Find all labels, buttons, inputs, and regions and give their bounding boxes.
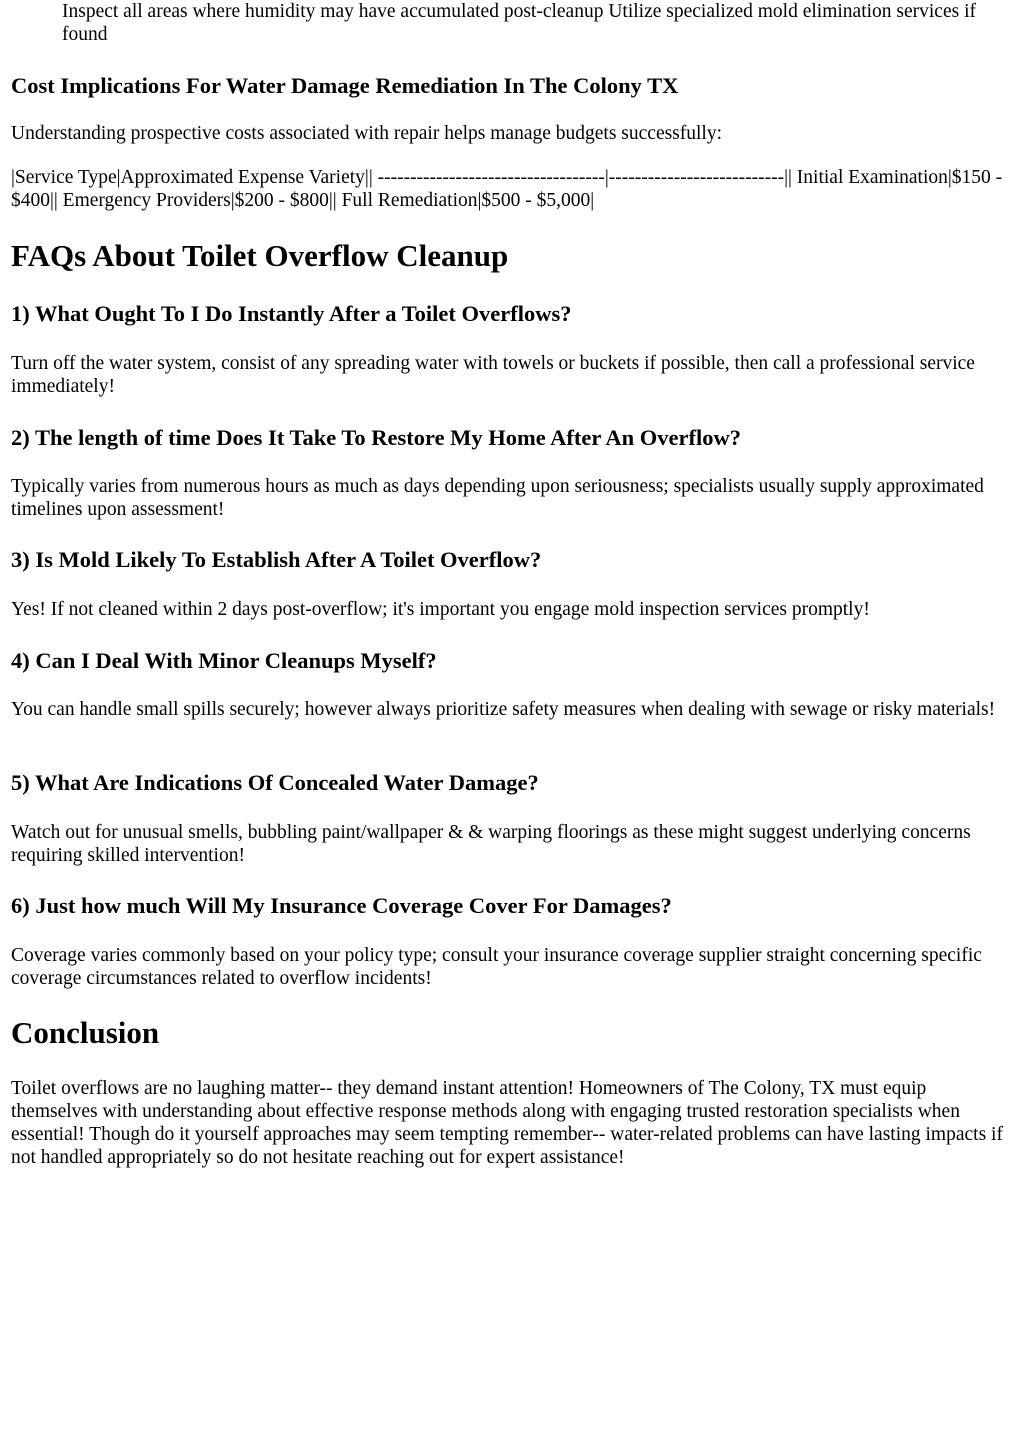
cost-table-text: |Service Type|Approximated Expense Variety|| -----------------------------------|---------------------------|| Initial Examination|$150 - $400|| Emergency Providers|$200 - $800|| Full Remediation|$500 - $5,000| — [11, 167, 1003, 211]
faq-answer-5: Watch out for unusual smells, bubbling paint/wallpaper & & warping floorings as these might suggest underlying concerns requiring skilled intervention! — [11, 822, 971, 866]
faq-question-2: 2) The length of time Does It Take To Restore My Home After An Overflow? — [11, 425, 741, 450]
list-item — [11, 0, 1016, 46]
cost-section-intro: Understanding prospective costs associated with repair helps manage budgets successfully: — [11, 123, 723, 144]
list-item-text: Inspect all areas where humidity may have accumulated post-cleanup Utilize specialized mold elimination services if found — [62, 1, 976, 45]
faq-answer-1: Turn off the water system, consist of any spreading water with towels or buckets if possible, then call a professional service immediately! — [11, 353, 975, 397]
faq-answer-4: You can handle small spills securely; however always prioritize safety measures when dealing with sewage or risky materials! — [11, 699, 996, 720]
faq-question-4: 4) Can I Deal With Minor Cleanups Myself? — [11, 648, 437, 673]
faq-question-6: 6) Just how much Will My Insurance Coverage Cover For Damages? — [11, 893, 672, 918]
faq-question-1: 1) What Ought To I Do Instantly After a Toilet Overflows? — [11, 301, 572, 326]
faq-question-3: 3) Is Mold Likely To Establish After A Toilet Overflow? — [11, 547, 542, 572]
faq-answer-3: Yes! If not cleaned within 2 days post-overflow; it's important you engage mold inspection services promptly! — [11, 599, 870, 620]
conclusion-heading: Conclusion — [11, 1015, 160, 1050]
faq-answer-6: Coverage varies commonly based on your policy type; consult your insurance coverage supplier straight concerning specific coverage circumstances related to overflow incidents! — [11, 945, 982, 989]
conclusion-body: Toilet overflows are no laughing matter-- they demand instant attention! Homeowners of The Colony, TX must equip themselves with understanding about effective response methods along with engaging trusted restoration specialists when essential! Though do it yourself approaches may seem tempting remember-- water-related problems can have lasting impacts if not handled appropriately so do not hesitate reaching out for expert assistance! — [11, 1078, 1003, 1168]
cost-section-heading: Cost Implications For Water Damage Remediation In The Colony TX — [11, 73, 679, 98]
faq-question-5: 5) What Are Indications Of Concealed Water Damage? — [11, 770, 539, 795]
faq-answer-2: Typically varies from numerous hours as much as days depending upon seriousness; specialists usually supply approximated timelines upon assessment! — [11, 476, 984, 520]
faq-section-heading: FAQs About Toilet Overflow Cleanup — [11, 238, 509, 273]
